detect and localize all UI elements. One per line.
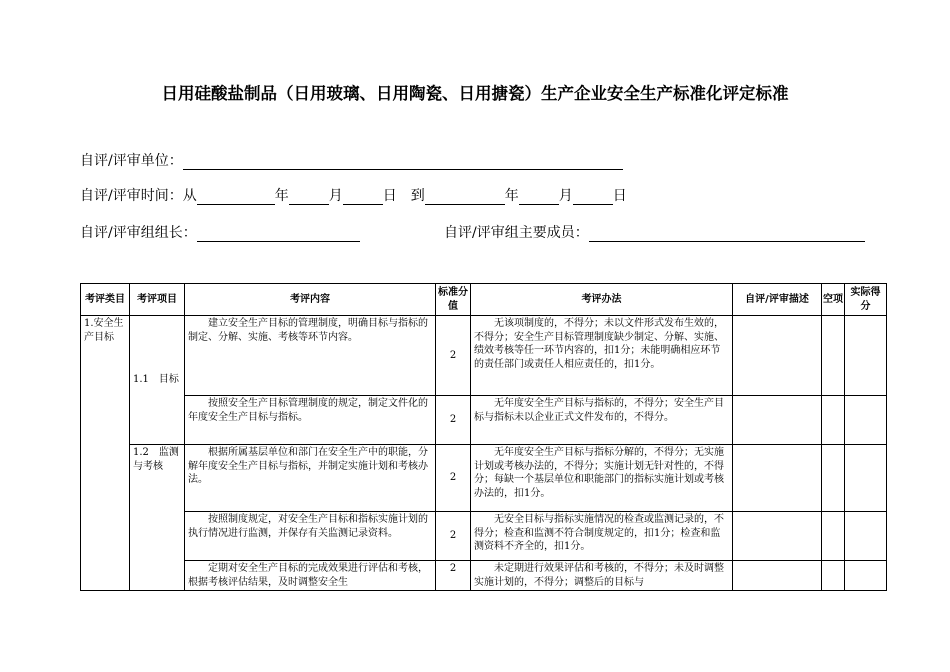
members-line: [444, 222, 865, 242]
content-cell: 建立安全生产目标的管理制度，明确目标与指标的制定、分解、实施、考核等环节内容。: [185, 316, 436, 396]
description-cell[interactable]: [733, 445, 822, 512]
method-cell: 无安全目标与指标实施情况的检查或监测记录的，不得分；检查和监测不符合制度规定的，扣1分；检查和监测资料不齐全的，扣1分。: [471, 512, 733, 561]
year-label-2: 年: [504, 188, 519, 204]
empty-item-cell[interactable]: [822, 396, 845, 445]
description-cell[interactable]: [733, 316, 822, 396]
table-row: [81, 512, 887, 561]
project-cell: 1.2 监测与考核: [130, 445, 185, 591]
time-line: [80, 185, 627, 205]
table-row: [81, 316, 887, 396]
content-cell: 按照制度规定，对安全生产目标和指标实施计划的执行情况进行监测，并保存有关监测记录资料。: [185, 512, 436, 561]
method-cell: 无年度安全生产目标与指标分解的，不得分；无实施计划或考核办法的，不得分；实施计划无针对性的，不得分；每缺一个基层单位和职能部门的指标实施计划或考核办法的，扣1分。: [471, 445, 733, 512]
header-row: [81, 284, 887, 316]
description-cell[interactable]: [733, 396, 822, 445]
from-year-blank[interactable]: [197, 189, 275, 205]
to-day-blank[interactable]: [573, 189, 613, 205]
method-cell: 无该项制度的，不得分；未以文件形式发布生效的，不得分；安全生产目标管理制度缺少制定、分解、实施、绩效考核等任一环节内容的，扣1分；未能明确相应环节的责任部门或责任人相应责任的，扣1分。: [471, 316, 733, 396]
leader-label: 自评/评审组组长：: [80, 225, 197, 241]
method-cell: 无年度安全生产目标与指标的，不得分；安全生产目标与指标未以企业正式文件发布的，不得分。: [471, 396, 733, 445]
leader-blank[interactable]: [197, 226, 360, 242]
evaluation-table: [80, 283, 887, 591]
time-label: 自评/评审时间：从: [80, 188, 197, 204]
header-empty-item: 空项: [822, 284, 845, 316]
actual-score-cell[interactable]: [845, 316, 887, 396]
empty-item-cell[interactable]: [822, 512, 845, 561]
table-row: [81, 561, 887, 591]
score-cell: 2: [436, 396, 471, 445]
actual-score-cell[interactable]: [845, 445, 887, 512]
content-cell: 按照安全生产目标管理制度的规定，制定文件化的年度安全生产目标与指标。: [185, 396, 436, 445]
actual-score-cell[interactable]: [845, 512, 887, 561]
to-month-blank[interactable]: [519, 189, 559, 205]
table-row: [81, 396, 887, 445]
header-method: 考评办法: [471, 284, 733, 316]
header-score: 标准分值: [436, 284, 471, 316]
from-month-blank[interactable]: [289, 189, 329, 205]
unit-label: 自评/评审单位：: [80, 153, 183, 169]
table-row: [81, 445, 887, 512]
content-cell: 定期对安全生产目标的完成效果进行评估和考核，根据考核评估结果，及时调整安全生: [185, 561, 436, 591]
content-cell: 根据所属基层单位和部门在安全生产中的职能，分解年度安全生产目标与指标，并制定实施计划和考核办法。: [185, 445, 436, 512]
category-cell: 1.安全生产目标: [81, 316, 130, 591]
score-cell: 2: [436, 512, 471, 561]
from-day-blank[interactable]: [343, 189, 383, 205]
year-label: 年: [274, 188, 289, 204]
header-description: 自评/评审描述: [733, 284, 822, 316]
header-project: 考评项目: [130, 284, 185, 316]
actual-score-cell[interactable]: [845, 561, 887, 591]
unit-blank[interactable]: [183, 154, 623, 170]
description-cell[interactable]: [733, 561, 822, 591]
score-cell: 2: [436, 316, 471, 396]
members-label: 自评/评审组主要成员：: [444, 225, 589, 241]
header-category: 考评类目: [81, 284, 130, 316]
to-year-blank[interactable]: [425, 189, 505, 205]
month-label: 月: [328, 188, 343, 204]
unit-line: [80, 150, 623, 170]
actual-score-cell[interactable]: [845, 396, 887, 445]
method-cell: 未定期进行效果评估和考核的，不得分；未及时调整实施计划的，不得分；调整后的目标与: [471, 561, 733, 591]
project-cell: 1.1 目标: [130, 316, 185, 445]
day-label-2: 日: [612, 188, 627, 204]
header-actual-score: 实际得分: [845, 284, 887, 316]
empty-item-cell[interactable]: [822, 561, 845, 591]
members-blank[interactable]: [589, 226, 865, 242]
to-label: 到: [410, 188, 425, 204]
day-label: 日: [382, 188, 397, 204]
document-title: 日用硅酸盐制品（日用玻璃、日用陶瓷、日用搪瓷）生产企业安全生产标准化评定标准: [161, 84, 789, 103]
score-cell: 2: [436, 561, 471, 591]
score-cell: 2: [436, 445, 471, 512]
empty-item-cell[interactable]: [822, 445, 845, 512]
description-cell[interactable]: [733, 512, 822, 561]
month-label-2: 月: [558, 188, 573, 204]
empty-item-cell[interactable]: [822, 316, 845, 396]
header-content: 考评内容: [185, 284, 436, 316]
leader-line: [80, 222, 360, 242]
